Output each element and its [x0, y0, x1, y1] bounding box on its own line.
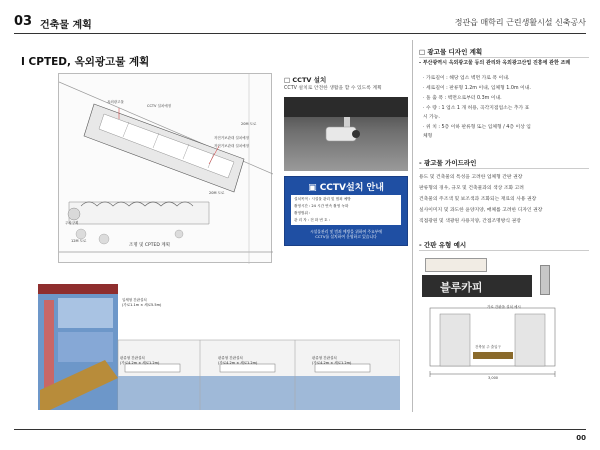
cctv-sign-footer: [289, 229, 403, 239]
cctv-sign-line: 관 리 자 : 전 화 번 호 :: [294, 218, 330, 222]
drawing-dimension: 3,000: [488, 376, 499, 380]
section-number: 03: [14, 14, 33, 29]
section-title-header: 건축물 계획: [40, 20, 92, 31]
callout-size: (가로4.2m × 세로1.2m): [218, 361, 258, 365]
example-sign-text: 블루카피: [440, 281, 483, 294]
plan-label-bicycle-2: 자전거보관대 설치예정: [214, 144, 249, 148]
square-icon: □: [419, 48, 428, 56]
plan-label-road-left: 12M 도로: [71, 239, 87, 243]
regulation-item: · 세로길이 : 판류형 1.2m 이내, 입체형 1.0m 이내.: [423, 86, 531, 91]
plan-label-road-right: 20M 도로: [209, 191, 225, 195]
callout-3d-sign: [122, 298, 161, 308]
plan-label-bicycle: 자전거보관대 설치예정: [214, 136, 249, 140]
example-heading: - 간판 유형 예시: [419, 241, 467, 249]
regulation-item: · 가로길이 : 해당 업소 벽면 가로 폭 이내.: [423, 76, 510, 81]
regulation-item: · 돌 출 폭 : 벽면으로부터 0.3m 이내.: [423, 96, 502, 101]
building-elevation: [30, 280, 400, 410]
plan-label-parking: 주차구획: [65, 221, 79, 225]
guideline-heading: - 광고물 가이드라인: [419, 159, 477, 167]
example-sign-drawing: [425, 300, 560, 380]
plan-label-shop: 옥외광고물: [107, 100, 124, 104]
callout-size: (가로4.2m × 세로1.2m): [120, 361, 160, 365]
design-plan-heading: [419, 47, 482, 56]
example-sign-vertical: [540, 265, 550, 295]
column-divider: [412, 40, 413, 412]
design-plan-heading-text: 광고물 디자인 계획: [427, 48, 483, 56]
callout-title: 입체형 간판설치: [122, 298, 147, 302]
example-sign-photo: [425, 258, 487, 272]
guideline-item: 용도 및 건축물의 특성을 고려한 업체형 간판 권장: [419, 175, 523, 180]
divider: [419, 168, 589, 169]
cctv-sign: [284, 176, 408, 246]
page-title: I CPTED, 옥외광고물 계획: [21, 56, 150, 68]
cctv-sign-body: [291, 195, 401, 225]
regulation-item: · 수 량 : 1 업소 1 개 허용, 곡각지점업소는 추가 표: [423, 106, 530, 111]
cctv-description: CCTV 설치로 안전한 생활을 할 수 있도록 계획: [284, 86, 382, 91]
guideline-item: 판류형의 경우, 규모 및 건축물과의 색상 조화 고려: [419, 186, 524, 191]
cctv-sign-line: 설치목적 : 시설물 관리 및 범죄 예방: [294, 197, 351, 201]
cctv-sign-footer-line: CCTV를 설치하여 운영하고 있습니다: [315, 234, 377, 239]
cctv-sign-line: 촬영시간 : 24 시간 연속 촬영 녹화: [294, 204, 349, 208]
guideline-item: 실사이미지 및 과도한 윤양지양, 매체를 고려한 디자인 권장: [419, 208, 543, 213]
regulation-item: 시 가능.: [423, 115, 440, 120]
plan-label-cctv: CCTV 설치예정: [147, 104, 172, 108]
header-divider: [14, 33, 586, 34]
cctv-title: [284, 75, 326, 84]
guideline-item: 직접광원 및 색광원 사용지양, 간접조명방식 권장: [419, 219, 521, 224]
regulation-item: 체형: [423, 134, 433, 139]
divider: [419, 250, 589, 251]
camera-icon: ▣: [308, 183, 320, 193]
regulation-title: - 부산광역시 옥외광고물 등의 관리와 옥외광고산업 진흥에 관한 조례: [419, 60, 571, 66]
divider: [419, 57, 589, 58]
page-number: 00: [576, 434, 586, 442]
site-plan-drawing: [59, 74, 273, 264]
cctv-photo: [284, 97, 408, 171]
drawing-label-mid: 건축물 주 출입구: [475, 345, 501, 349]
callout-title: 판류형 간판설치: [120, 356, 145, 360]
square-icon: □: [284, 76, 293, 84]
callout-panel-sign-1: [120, 356, 159, 366]
example-sign-dark: [422, 275, 532, 297]
cctv-sign-heading: [289, 180, 403, 193]
drawing-label-top: 가로 간판을 설치 예시: [487, 305, 521, 309]
callout-size: (가로1.1m × 세로5.5m): [122, 303, 162, 307]
guideline-item: 건축물의 주조색 및 보조색과 조화되는 재료의 사용 권장: [419, 197, 537, 202]
callout-title: 판류형 간판설치: [218, 356, 243, 360]
callout-title: 판류형 간판설치: [312, 356, 337, 360]
callout-panel-sign-3: [312, 356, 351, 366]
regulation-item: · 위 치 : 5층 이하 판류형 또는 입체형 / 4층 이상 입: [423, 125, 531, 130]
cctv-title-text: CCTV 설치: [292, 76, 327, 84]
cctv-sign-footer-line: 시설물관리 및 범죄 예방을 위하여 주요부에: [309, 229, 383, 234]
site-plan: [58, 73, 272, 263]
footer-divider: [14, 429, 586, 430]
callout-size: (가로4.2m × 세로1.2m): [312, 361, 352, 365]
cctv-sign-line: 촬영범위 :: [294, 211, 311, 215]
plan-label-road-right-2: 20M 도로: [241, 122, 257, 126]
plan-caption: 조명 및 CPTED 계획: [129, 243, 170, 248]
cctv-camera-icon: [284, 97, 408, 171]
callout-panel-sign-2: [218, 356, 257, 366]
cctv-sign-heading-text: CCTV설치 안내: [319, 183, 384, 193]
project-name: 정관읍 매학리 근린생활시설 신축공사: [454, 18, 586, 27]
